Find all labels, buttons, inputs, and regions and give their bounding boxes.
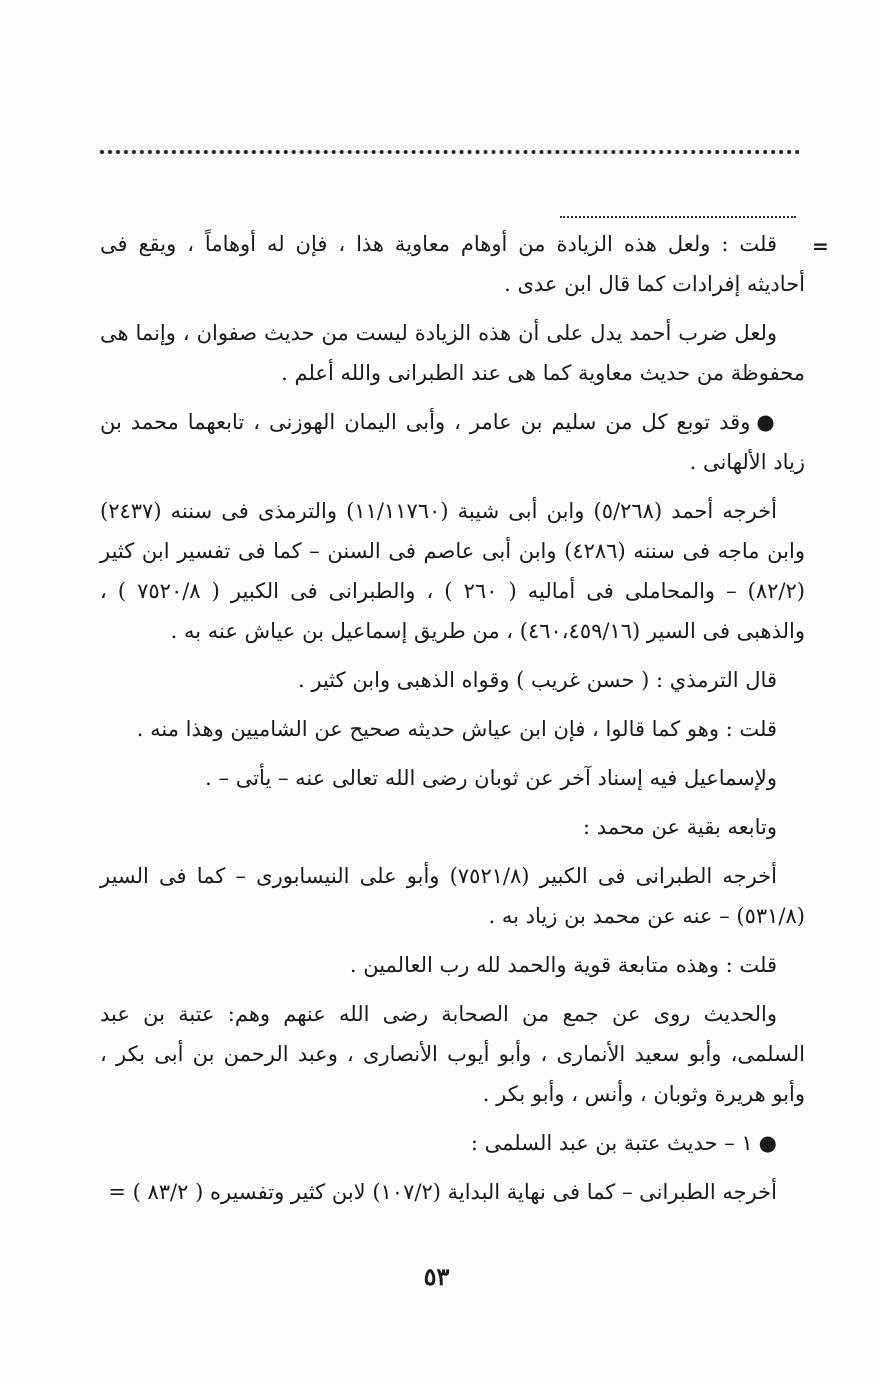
paragraph-8: وتابعه بقية عن محمد :: [583, 815, 777, 839]
bullet-icon: ●: [758, 1131, 777, 1155]
paragraph-1: قلت : ولعل هذه الزيادة من أوهام معاوية هذا ، فإن له أوهاماً ، ويقع فى أحاديثه إفرادات كما قال ابن عدى .: [100, 232, 805, 296]
paragraph-3-text: وقد توبع كل من سليم بن عامر ، وأبى اليمان الهوزنى ، تابعهما محمد بن زياد الألهانى .: [100, 410, 805, 474]
paragraph-9: أخرجه الطبرانى فى الكبير (٧٥٢١/٨) وأبو على النيسابورى – كما فى السير (٥٣١/٨) – عنه عن محمد بن زياد به .: [100, 864, 805, 928]
page-number: ٥٣: [423, 1262, 450, 1291]
paragraph-2: ولعل ضرب أحمد يدل على أن هذه الزيادة ليست من حديث صفوان ، وإنما هى محفوظة من حديث معاوية كما هى عند الطبرانى والله أعلم .: [100, 321, 805, 385]
paragraph-12: [100, 1123, 805, 1163]
dotted-separator: [100, 150, 800, 154]
continuation-mark-top: =: [812, 234, 829, 258]
paragraph-11: والحديث روى عن جمع من الصحابة رضى الله عنهم وهم: عتبة بن عبد السلمى، وأبو سعيد الأنمارى ، وأبو أيوب الأنصارى ، وعبد الرحمن بن أبى بكر ، وأبو هريرة وثوبان ، وأنس ، وأبو بكر .: [100, 1002, 805, 1106]
paragraph-12-text: ١ – حديث عتبة بن عبد السلمى :: [470, 1131, 753, 1155]
paragraph-7: ولإسماعيل فيه إسناد آخر عن ثوبان رضى الله تعالى عنه – يأتى – .: [205, 766, 777, 790]
bullet-icon: ●: [756, 410, 778, 434]
paragraph-6: قلت : وهو كما قالوا ، فإن ابن عياش حديثه صحيح عن الشاميين وهذا منه .: [136, 717, 777, 741]
paragraph-10: قلت : وهذه متابعة قوية والحمد لله رب العالمين .: [349, 953, 777, 977]
paragraph-3: [100, 402, 805, 482]
paragraph-4: أخرجه أحمد (٥/٢٦٨) وابن أبى شيبة (١١/١١٧٦٠) والترمذى فى سننه (٢٤٣٧) وابن ماجه فى سننه (٤٢٨٦) وابن أبى عاصم فى السنن – كما فى تفسير ابن كثير (٨٢/٢) – والمحاملى فى أماليه ( ٢٦٠ ) ، والطبرانى فى الكبير ( ٧٥٢٠/٨ ) ، والذهبى فى السير (٤٦٠،٤٥٩/١٦) ، من طريق إسماعيل بن عياش عنه به .: [100, 499, 805, 643]
paragraph-5: قال الترمذي : ( حسن غريب ) وقواه الذهبى وابن كثير .: [298, 668, 777, 692]
dotted-footnote-rule: [560, 216, 796, 218]
body-text: [100, 224, 805, 1221]
paragraph-13: أخرجه الطبرانى – كما فى نهاية البداية (١٠٧/٢) لابن كثير وتفسيره ( ٨٣/٢ ) =: [108, 1180, 777, 1204]
